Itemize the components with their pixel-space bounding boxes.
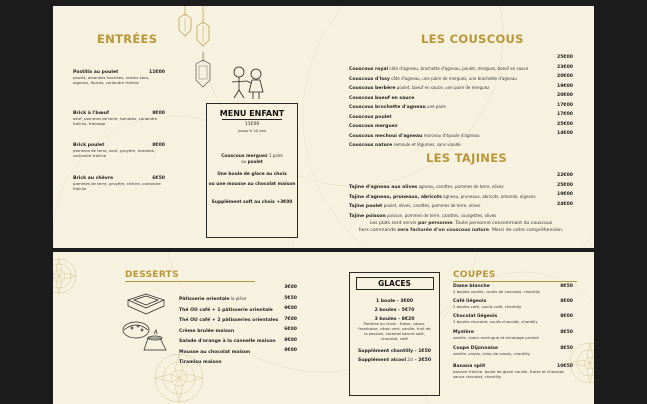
- coupe-item: [453, 330, 573, 340]
- menu-enfant-supplement: Supplément soft au choix +3€00: [211, 199, 293, 205]
- item-name: Couscous berbère: [349, 86, 396, 91]
- item-price: 19€00: [557, 192, 573, 197]
- item-name: Tajine d'agneau, pruneaux, abricots: [349, 194, 442, 200]
- glaces-box: [349, 272, 440, 396]
- item-name: Thé OU café + 2 pâtisseries orientales: [179, 318, 279, 323]
- item-name: Couscous poulet: [349, 114, 392, 120]
- menu-page-bottom: [53, 252, 594, 404]
- item-name: Coupe Dijonnaise: [453, 346, 498, 351]
- item-desc: vanille, cassis, sirop de cassis, chantilly: [453, 351, 530, 356]
- item-price: 3€00: [284, 285, 297, 290]
- note-text: . Toute personne consommant du couscous: [452, 221, 553, 226]
- item-desc: la pièce: [229, 296, 247, 301]
- note-bold: par personne: [418, 221, 453, 226]
- menu-enfant-qty: 1 paire: [267, 152, 283, 158]
- glace-three-scoops: 3 boules - 8€20: [374, 317, 415, 322]
- item-desc: une paire: [425, 104, 446, 109]
- item-price: 22€00: [557, 173, 573, 178]
- note-text: . Merci de votre compréhension.: [489, 227, 564, 233]
- item-price: 19€00: [557, 83, 573, 89]
- item-price: 11€00: [149, 70, 165, 75]
- item-price: 17€00: [557, 102, 573, 108]
- item-desc: morceau d'épaule d'agneau: [422, 132, 480, 138]
- menu-page-top: [53, 6, 594, 248]
- item-desc: poulet, olives, carottes, pommes de terre, olives: [382, 203, 481, 208]
- entree-item: [73, 143, 165, 159]
- divider: [222, 119, 282, 120]
- item-desc: agneau, carottes, pommes de terre, olives: [417, 184, 504, 189]
- glaces-title: GLACES: [356, 277, 434, 290]
- coupe-item: [453, 314, 573, 324]
- item-desc: 2 boules chocolat, coulis chocolat, chantilly: [453, 319, 538, 324]
- mandala-ornament-icon: [53, 256, 79, 296]
- item-price: 7€00: [284, 316, 297, 322]
- item-price: 25€00: [557, 55, 573, 60]
- item-price: 17€00: [557, 112, 573, 117]
- item-name: Couscous d'Issy: [349, 76, 390, 82]
- glace-flavors: Parfums au choix : fraise, cassis, framboise, citron vert, vanille, fruit de la passion, caramel beurre salé, chocolat, café: [358, 321, 431, 341]
- item-name: Pastilla au poulet: [73, 70, 119, 75]
- item-desc: poisson, pommes de terre, carottes, courgettes, olives: [385, 212, 497, 218]
- menu-enfant-dessert2: ou une mousse au chocolat maison: [208, 181, 296, 187]
- lantern-icon: [191, 52, 215, 102]
- item-price: 8€00: [152, 111, 165, 116]
- item-desc: pommes de terre, oeuf, gruyère, tomates, coriandre fraîche: [73, 148, 155, 159]
- item-name: Brick poulet: [73, 143, 105, 148]
- entree-item: [73, 70, 165, 86]
- item-price: 20€00: [557, 93, 573, 98]
- menu-enfant-box: [206, 103, 298, 238]
- note-text: Les plats sont servis: [369, 221, 418, 226]
- item-name: Brick à l'bœuf: [73, 111, 109, 116]
- item-price: 8€00: [560, 299, 573, 304]
- menu-enfant-main: Couscous merguez: [221, 153, 268, 159]
- item-price: 10€50: [557, 364, 573, 369]
- item-desc: 2 boules vanille, coulis de chocolat, chantilly: [453, 289, 541, 294]
- couscous-title: LES COUSCOUS: [421, 32, 524, 46]
- note-text: hors commande: [358, 227, 398, 233]
- item-name: Mystère: [453, 330, 474, 335]
- item-price: 23€00: [557, 64, 573, 70]
- menu-enfant-dessert1: Une boule de glace au choix: [217, 171, 287, 177]
- couscous-item: [349, 131, 573, 150]
- item-price: 25€00: [557, 182, 573, 188]
- item-name: Couscous royal: [349, 67, 389, 72]
- divider: [125, 281, 255, 282]
- tajines-note: [343, 221, 579, 235]
- item-desc: banane fraîche, boule de glace vanille, fraise et chocolat, sauce chocolat, chantilly: [453, 369, 565, 380]
- item-desc: vanille, coeur meringue et enrobage praliné: [453, 335, 539, 340]
- item-name: Brick au chèvre: [73, 176, 114, 181]
- item-price: 8€50: [560, 284, 573, 289]
- item-name: Couscous brochette d'agneau: [349, 105, 426, 110]
- item-name: Café liégeois: [453, 299, 487, 304]
- coupe-item: [453, 284, 573, 294]
- divider: [453, 281, 577, 282]
- item-price: 8€00: [152, 143, 165, 148]
- item-price: 8€50: [560, 346, 573, 351]
- item-price: 24€00: [557, 201, 573, 207]
- item-price: 8€50: [560, 330, 573, 335]
- item-desc: côte d'agneau, brochette d'agneau, poulet, merguez, boeuf en sauce: [388, 66, 529, 71]
- children-drawing-icon: [225, 62, 273, 102]
- entrees-title: ENTRÉES: [97, 32, 158, 46]
- item-name: Tajine poulet: [349, 204, 383, 209]
- glace-supplement-size: 2cl: [406, 356, 414, 362]
- tajine-item: [349, 202, 573, 221]
- item-price: 20€00: [557, 74, 573, 79]
- entree-item: [73, 176, 165, 192]
- item-name: Tajine d'agneau aux olives: [349, 185, 418, 190]
- item-name: Couscous nature: [349, 143, 393, 148]
- item-price: 25€00: [557, 121, 573, 127]
- item-price: 5€50: [284, 295, 297, 301]
- glace-supplement-alcool: Supplément alcool: [357, 357, 407, 363]
- item-name: Couscous merguez: [349, 124, 398, 129]
- item-name: Dame blanche: [453, 284, 490, 289]
- glace-supplement-price: - 2€50: [413, 357, 432, 363]
- menu-enfant-or: ou: [241, 158, 247, 164]
- menu-enfant-alt: poulet: [246, 158, 263, 164]
- item-name: Mousse au chocolat maison: [179, 349, 251, 355]
- glace-supplement-chantilly: Supplément chantilly - 1€50: [358, 348, 431, 354]
- item-name: Couscous boeuf en sauce: [349, 95, 415, 101]
- dessert-item: [179, 348, 297, 367]
- coupe-item: [453, 299, 573, 309]
- item-name: Banana split: [453, 364, 486, 369]
- coupe-item: [453, 346, 573, 356]
- item-price: 8€00: [284, 337, 297, 343]
- item-name: Tajine poisson: [349, 213, 386, 219]
- item-price: 9€00: [284, 306, 297, 311]
- tajines-title: LES TAJINES: [426, 151, 507, 165]
- item-name: Tiramisu maison: [179, 360, 222, 365]
- coupes-title: COUPES: [453, 270, 496, 280]
- item-price: 6€50: [152, 176, 165, 181]
- item-price: 6€00: [284, 327, 297, 332]
- item-desc: agneau, pruneaux, abricots, amande, oignons: [441, 193, 536, 199]
- coupe-item: [453, 364, 573, 380]
- item-name: Thé OU café + 1 pâtisserie orientale: [179, 307, 273, 313]
- pastries-drawing-icon: [116, 290, 174, 362]
- menu-enfant-price: 11€00: [244, 121, 260, 127]
- item-price: 14€00: [557, 131, 573, 136]
- item-desc: oeuf, pommes de terre, tomates, coriandre fraîche, fromage: [73, 116, 158, 127]
- note-bold: sera facturée d'un couscous nature: [397, 227, 490, 233]
- item-price: 8€00: [560, 314, 573, 319]
- item-desc: semoule et légumes, sans viande: [392, 142, 461, 147]
- item-desc: pommes de terre, gruyère, chèvre, coriandre fraîche: [73, 181, 161, 192]
- item-desc: côte d'agneau, une paire de merguez, une brochette d'agneau: [389, 75, 517, 81]
- item-desc: poulet, amandes hachées, raisins secs, oignons, épices, coriandre fraîche: [73, 75, 150, 86]
- item-name: Couscous mechoui d'agneau: [349, 133, 423, 139]
- item-price: 8€00: [284, 348, 297, 353]
- item-desc: 2 boules café, coulis café, chantilly: [453, 304, 522, 309]
- item-name: Crème brulée maison: [179, 328, 235, 334]
- desserts-title: DESSERTS: [125, 270, 179, 280]
- item-name: Pâtisserie orientale: [179, 297, 230, 302]
- glace-one-scoop: 1 boule - 3€00: [375, 299, 414, 304]
- item-name: Chocolat liégeois: [453, 314, 498, 319]
- menu-enfant-title: MENU ENFANT: [219, 109, 285, 118]
- menu-enfant-age: jusqu'à 10 ans: [237, 127, 267, 133]
- item-name: Salade d'orange à la cannelle maison: [179, 339, 276, 344]
- entree-item: [73, 111, 165, 127]
- glace-two-scoops: 2 boules - 5€70: [374, 308, 415, 313]
- item-desc: poulet, boeuf en sauce, une paire de merguez: [395, 85, 490, 90]
